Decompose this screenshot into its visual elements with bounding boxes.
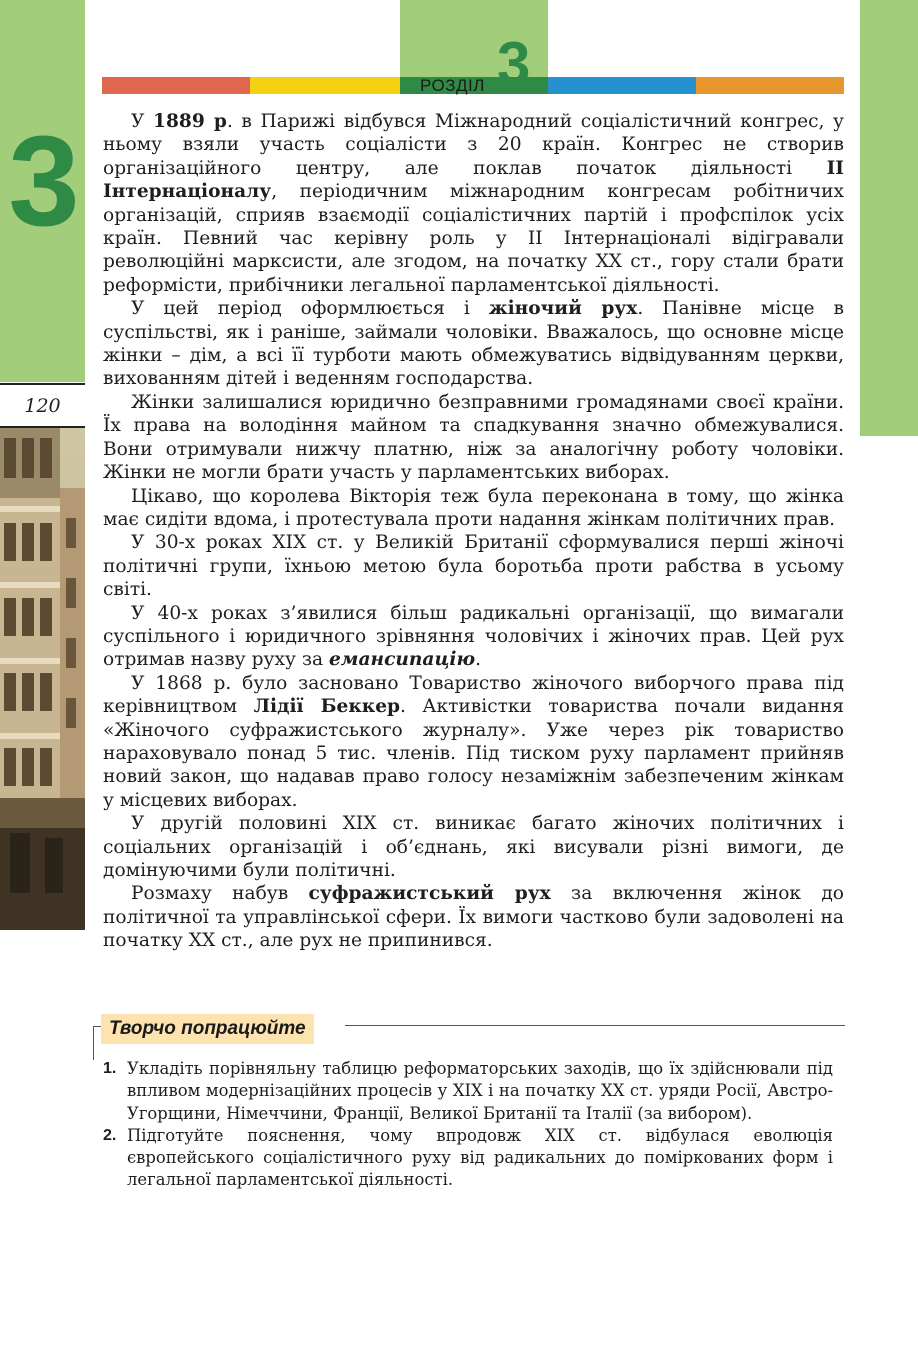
paragraph	[103, 391, 844, 485]
chapter-number: 3	[8, 110, 80, 253]
page-number-rule-top	[0, 383, 85, 385]
building-photo	[0, 428, 85, 930]
main-text	[103, 110, 844, 953]
color-bar-orange	[696, 77, 844, 94]
text-run: Розмаху набув	[131, 883, 309, 905]
task-frame-line	[93, 1026, 94, 1060]
color-bar-yellow	[250, 77, 400, 94]
task-text: Укладіть порівняльну таблицю реформаторських заходів, що їх здійснювали під впливом модернізаційних процесів у ХІХ і на початку ХХ ст. уряди Росії, Австро-Угорщини, Німеччини, Франції, Великої Британії та Італії (за вибором).	[127, 1059, 833, 1123]
paragraph	[103, 485, 844, 532]
bold-term: Лідії Беккер	[253, 696, 401, 718]
paragraph	[103, 882, 844, 952]
text-run: , періодичним міжнародним конгресам робітничих організацій, сприяв взаємодії соціалістичних партій і профспілок усіх країн. Певний час керівну роль у ІІ Інтернаціоналі відігравали революційні марксисти, але згодом, на початку ХХ ст., гору стали брати реформісти, прибічники легальної парламентської діяльності.	[103, 181, 844, 296]
text-run: У	[131, 111, 154, 132]
bold-term: 1889 р	[153, 111, 227, 132]
text-run: . Активістки товариства почали видання «Жіночого суфражистського журналу». Уже через рік товариство нараховувало понад 5 тис. членів. Під тиском руху парламент прийняв новий закон, що надавав право голосу незаміжнім забезпеченим жінкам у місцевих виборах.	[103, 696, 845, 811]
section-label: РОЗДІЛ	[420, 76, 485, 95]
tasks-title: Творчо попрацюйте	[101, 1014, 314, 1044]
paragraph	[103, 812, 844, 882]
paragraph	[103, 297, 844, 391]
text-run: Жінки залишалися юридично безправними громадянами своєї країни. Їх права на володіння майном та спадкування значно обмежувалися. Вони отримували нижчу платню, ніж за аналогічну роботу чоловіки. Жінки не могли брати участь у парламентських виборах.	[103, 391, 844, 484]
text-run: . в Парижі відбувся Міжнародний соціалістичний конгрес, у ньому взяли участь соціалісти з 20 країн. Конгрес не створив організаційного центру, але поклав початок діяльності	[103, 111, 844, 179]
task-number: 2.	[103, 1126, 117, 1144]
task-rule	[345, 1025, 845, 1026]
text-run: У другій половині ХІХ ст. виникає багато жіночих політичних і соціальних організацій і об’єднань, які висували різні вимоги, де домінуючими були політичні.	[103, 813, 844, 881]
task-item	[103, 1058, 833, 1125]
text-run: У 40-х роках з’явилися більш радикальні організації, що вимагали суспільного і юридичного зрівняння чоловічих і жіночих прав. Цей рух отримав назву руху за	[103, 602, 844, 671]
bold-term: ІІ Інтернаціоналу	[103, 157, 844, 203]
page-number: 120	[24, 395, 61, 417]
text-run: .	[475, 649, 482, 671]
task-number: 1.	[103, 1060, 117, 1077]
chapter-tab-right	[860, 0, 918, 436]
text-run: У 30-х роках ХІХ ст. у Великій Британії сформувалися перші жіночі політичні групи, їхньою метою була боротьба проти рабства в усьому світі.	[103, 532, 844, 601]
task-frame-tick	[93, 1026, 101, 1027]
text-run: У 1868 р. було засновано Товариство жіночого виборчого права під керівництвом	[103, 672, 844, 718]
text-run: . Панівне місце в суспільстві, як і раніше, займали чоловіки. Вважалось, що основне місце жінки – дім, а всі її турботи мають обмежуватись відвідуванням церкви, вихованням дітей і веденням господарства.	[103, 298, 844, 390]
text-run: У цей період оформлюється і	[131, 298, 489, 320]
bold-term: жіночий рух	[488, 298, 638, 320]
task-item	[103, 1125, 833, 1192]
color-bar-red	[102, 77, 250, 94]
paragraph	[103, 672, 844, 812]
bold-term: емансипацію	[328, 649, 476, 671]
text-run: Цікаво, що королева Вікторія теж була переконана в тому, що жінка має сидіти вдома, і протестувала проти надання жінкам політичних прав.	[103, 485, 844, 530]
paragraph	[103, 110, 844, 297]
bold-term: суфражистський рух	[308, 883, 551, 905]
section-number: 3	[497, 30, 531, 97]
task-text: Підготуйте пояснення, чому впродовж ХІХ ст. відбулася еволюція європейського соціалістичного руху від радикальних до поміркованих форм і легальної парламентської діяльності.	[127, 1125, 833, 1190]
paragraph	[103, 531, 844, 601]
color-bar-blue	[548, 77, 696, 94]
paragraph	[103, 602, 844, 672]
text-run: за включення жінок до політичної та управлінської сфери. Їх вимоги частково були задоволені на початку ХХ ст., але рух не припинився.	[103, 883, 844, 952]
task-list	[103, 1058, 833, 1192]
